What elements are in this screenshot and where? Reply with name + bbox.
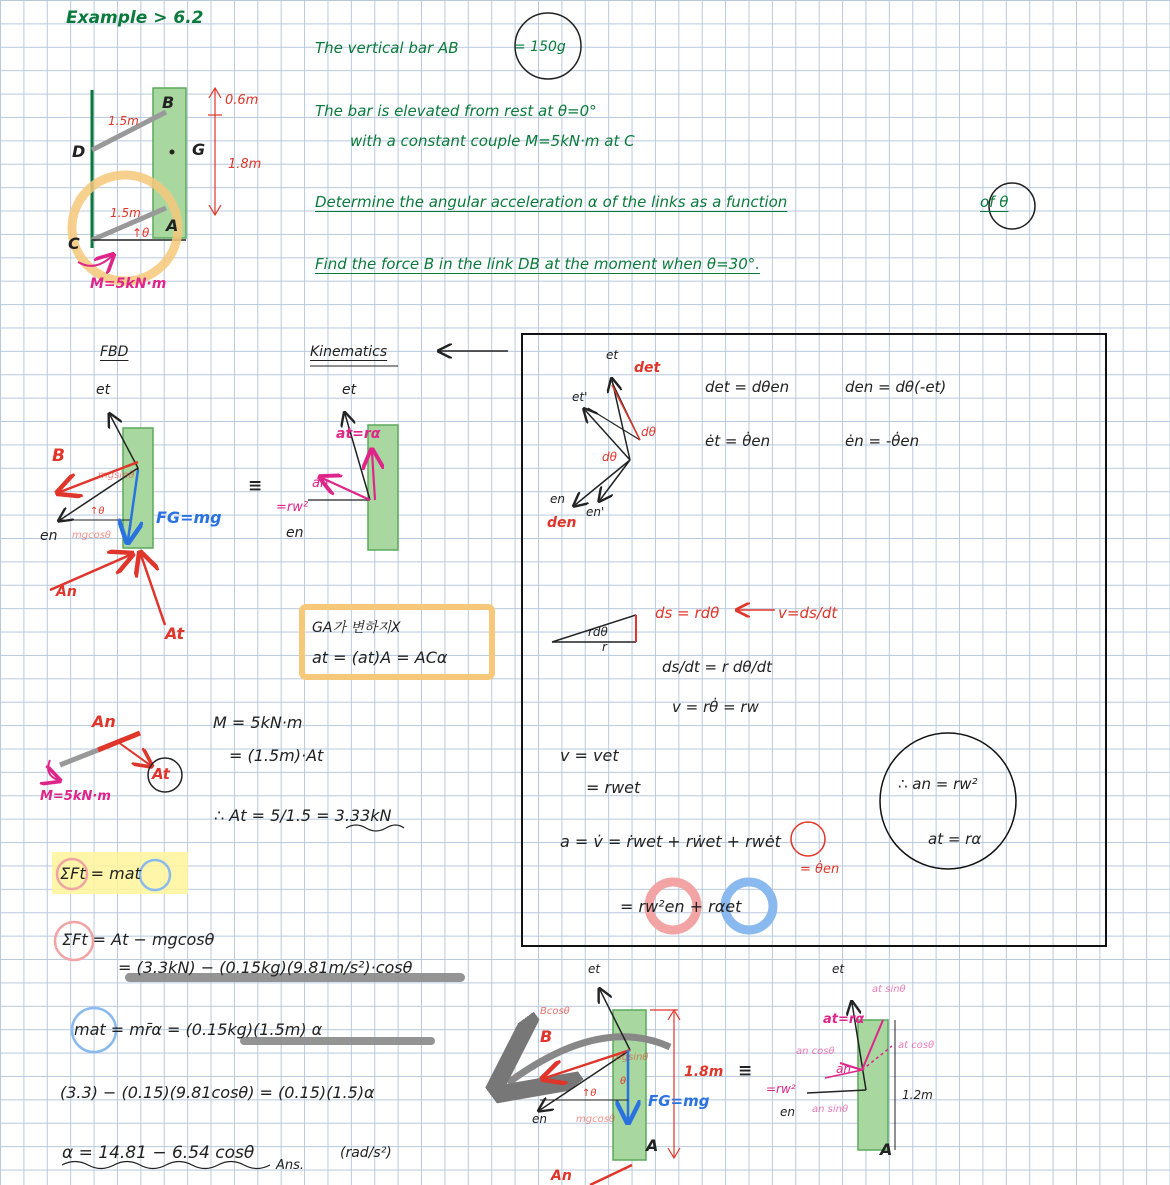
uv-an-result: ∴ an = rw² <box>898 775 978 793</box>
bfbd-mgsin: mgsinθ <box>612 1052 649 1063</box>
len-db: 1.5m <box>108 114 139 128</box>
uv-eq-3: ėt = θ̇en <box>705 432 771 450</box>
bkin-dim: 1.2m <box>902 1088 933 1102</box>
bkin-ansin: an sinθ <box>812 1104 849 1115</box>
bkin-et: et <box>832 962 845 976</box>
bkin-en: en <box>780 1105 795 1119</box>
bkin-rw2: =rw² <box>766 1082 796 1096</box>
bfbd-b: B <box>540 1027 553 1046</box>
bkin-an: an <box>836 1062 851 1076</box>
uv-et: et <box>606 348 619 362</box>
uv-eq-4: ėn = -θ̇en <box>845 432 920 450</box>
dim-top: 0.6m <box>225 93 259 108</box>
example-title: Example > 6.2 <box>66 8 204 28</box>
uv-eq-1: det = dθen <box>705 378 790 396</box>
kin-title: Kinematics <box>310 344 388 360</box>
fbd-fg: FG=mg <box>156 508 222 527</box>
uv-r: r <box>602 640 607 654</box>
bottom-kin-bar <box>858 1020 888 1150</box>
kin-rw2: =rw² <box>276 500 309 515</box>
uv-dtheta-1: dθ <box>641 425 656 439</box>
fbd-b: B <box>52 446 65 466</box>
bfbd-et: et <box>588 962 601 976</box>
kin-an: an <box>312 476 329 491</box>
uv-v: v = rθ̇ = rw <box>672 698 759 716</box>
uv-vds: v=ds/dt <box>778 604 838 622</box>
fbd-equals: ≡ <box>248 476 263 496</box>
bkin-atsin: at sinθ <box>872 984 906 995</box>
bfbd-fg: FG=mg <box>648 1092 710 1110</box>
bfbd-mgcos: mgcosθ <box>576 1114 616 1125</box>
force-at-arrow <box>141 555 165 625</box>
bottom-fbd-bar <box>613 1010 646 1160</box>
uv-et-prime: et' <box>572 390 588 404</box>
len-ca: 1.5m <box>110 206 141 220</box>
ga-note-line-2: at = (at)A = ACα <box>312 648 448 667</box>
result-circle <box>880 733 1016 869</box>
uv-dtheta-2: dθ <box>602 450 617 464</box>
fbd-theta: ↑θ <box>90 506 105 517</box>
label-c: C <box>68 234 80 253</box>
bfbd-bcos: Bcosθ <box>540 1006 570 1017</box>
uv-ds: ds = rdθ <box>655 604 720 622</box>
kin-en: en <box>286 525 304 541</box>
kin-at: at=rα <box>336 426 381 442</box>
uv-dsdt: ds/dt = r dθ/dt <box>662 658 772 676</box>
fbd-an: An <box>56 584 77 600</box>
uv-det: det <box>634 360 661 376</box>
fbd-bar <box>123 428 153 548</box>
label-d: D <box>72 142 86 161</box>
kin-bar <box>368 425 398 550</box>
uv-en-prime: en' <box>586 505 605 519</box>
bkin-ancos: an cosθ <box>796 1046 835 1057</box>
uv-a1: a = v̇ = ṙwet + rẇet + rwėt <box>560 832 781 851</box>
bfbd-en: en <box>532 1112 547 1126</box>
bkin-atcos: at cosθ <box>898 1040 935 1051</box>
bfbd-theta-2: ↑θ <box>582 1088 597 1099</box>
moment-eq-1: M = 5kN·m <box>213 713 303 732</box>
sum-unit: (rad/s²) <box>340 1145 392 1161</box>
moment-eq-3: ∴ At = 5/1.5 = 3.33kN <box>214 806 392 825</box>
uv-v2: = rwet <box>586 778 641 797</box>
bfbd-equals: ≡ <box>738 1061 753 1081</box>
uv-eq-2: den = dθ(-et) <box>845 378 947 396</box>
problem-line-3: Determine the angular acceleration α of the links as a function <box>315 193 788 211</box>
label-g: G <box>192 140 206 159</box>
sum-line-2: = (3.3kN) − (0.15kg)(9.81m/s²)·cosθ <box>118 958 413 977</box>
dim-bottom: 1.8m <box>228 157 262 172</box>
fbd-en: en <box>40 528 58 544</box>
angle-theta: ↑θ <box>132 226 150 240</box>
problem-mass: = 150g <box>514 39 566 55</box>
bfbd-a: A <box>646 1136 659 1155</box>
uv-a-small: = θ̇en <box>800 862 840 877</box>
sum-line-3: mat = mr̄α = (0.15kg)(1.5m) α <box>74 1020 323 1039</box>
bkin-at: at=rα <box>823 1012 865 1027</box>
sum-line-1: ΣFt = At − mgcosθ <box>62 930 215 949</box>
problem-line-2a: The bar is elevated from rest at θ=0° <box>315 102 597 120</box>
sum-highlight: ΣFt = mat <box>60 864 141 883</box>
fbd-et: et <box>96 382 111 398</box>
problem-line-4: Find the force B in the link DB at the moment when θ=30°. <box>315 255 761 273</box>
bkin-a: A <box>880 1140 893 1159</box>
fbd-title: FBD <box>100 344 129 360</box>
fbd-mgcos: mgcosθ <box>72 530 112 541</box>
bfbd-theta: θ <box>620 1076 627 1087</box>
problem-line-3-of: of θ <box>980 193 1009 211</box>
uv-a2: = rw²en + rαet <box>620 897 742 916</box>
moment-an: An <box>92 712 116 731</box>
fbd-at: At <box>165 624 185 643</box>
problem-line-2b: with a constant couple M=5kN·m at C <box>350 132 635 150</box>
moment-eq-2: = (1.5m)·At <box>229 746 324 765</box>
couple-label: M=5kN·m <box>90 276 167 292</box>
bfbd-dim: 1.8m <box>684 1064 724 1080</box>
uv-en: en <box>550 492 565 506</box>
fbd-mgsin: mgsinθ <box>98 470 135 481</box>
uv-at-result: at = rα <box>928 830 982 848</box>
problem-line-1: The vertical bar AB <box>315 39 459 57</box>
ga-note-line-1: GA가 변하지X <box>312 620 401 636</box>
sum-line-5: α = 14.81 − 6.54 cosθ <box>62 1143 255 1163</box>
label-a: A <box>166 216 179 235</box>
moment-m: M=5kN·m <box>40 789 111 804</box>
kin-et: et <box>342 382 357 398</box>
sum-ans: Ans. <box>276 1158 305 1173</box>
uv-rdtheta: rdθ <box>588 625 608 639</box>
sum-line-4: (3.3) − (0.15)(9.81cosθ) = (0.15)(1.5)α <box>60 1083 375 1102</box>
label-b: B <box>162 93 175 112</box>
moment-at: At <box>152 765 170 783</box>
bfbd-an: An <box>551 1168 572 1184</box>
uv-den: den <box>547 515 577 531</box>
uv-v1: v = vet <box>560 746 619 765</box>
